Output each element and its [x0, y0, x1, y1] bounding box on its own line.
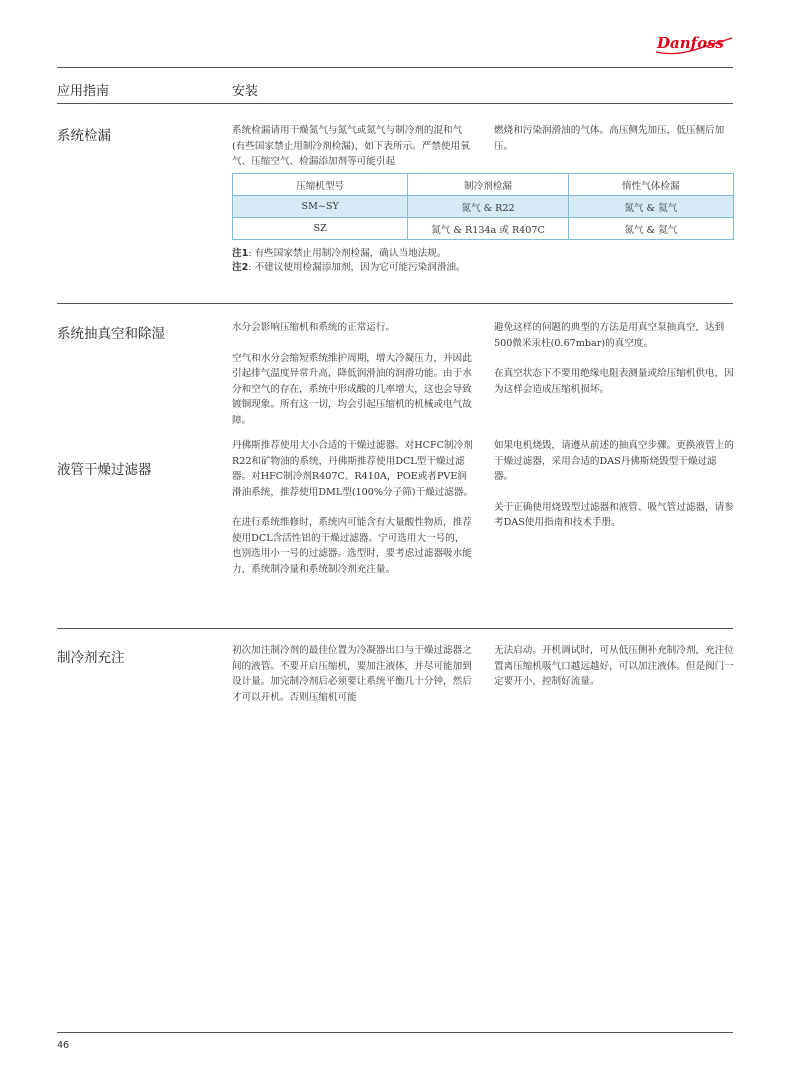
paragraph: 燃烧和污染润滑油的气体。高压侧先加压，低压侧后加压。	[494, 125, 725, 152]
footer-rule	[57, 1032, 733, 1033]
table-cell: 氮气 & 氦气	[568, 218, 733, 240]
paragraph: 无法启动。开机调试时，可从低压侧补充制冷剂，充注位置离压缩机吸气口越远越好，可以加注液体。但是阀门一定要开小，控制好流量。	[494, 645, 734, 687]
paragraph: 水分会影响压缩机和系统的正常运行。	[232, 322, 396, 333]
table-header-cell: 压缩机型号	[233, 174, 408, 196]
header-bottom-rule	[57, 103, 733, 104]
paragraph: 关于正确使用烧毁型过滤器和液管、吸气管过滤器，请参考DAS使用指南和技术手册。	[494, 501, 734, 528]
note-label: 注2	[232, 262, 249, 273]
paragraph: 系统检漏请用干燥氮气与氮气或氮气与制冷剂的混和气(有些国家禁止用制冷剂检漏)，如下表所示。严禁使用氧气、压缩空气、检漏添加剂等可能引起	[232, 125, 470, 167]
section-title-refrigerant-charge: 制冷剂充注	[57, 650, 125, 666]
filter-drier-col2	[494, 438, 734, 531]
leak-test-col2	[494, 123, 734, 154]
section-title-evacuation: 系统抽真空和除湿	[57, 326, 165, 342]
paragraph: 避免这样的问题的典型的方法是用真空泵抽真空，达到500微米汞柱(0.67mbar)的真空度。	[494, 322, 725, 349]
table-row	[233, 218, 734, 240]
paragraph: 在真空状态下不要用绝缘电阻表测量或给压缩机供电，因为这样会造成压缩机损坏。	[494, 368, 734, 395]
paragraph: 在进行系统维修时，系统内可能含有大量酸性物质，推荐使用DCL含活性铝的干燥过滤器。宁可选用大一号的，也别选用小一号的过滤器。选型时，要考虑过滤器吸水能力，系统制冷量和系统制冷剂充注量。	[232, 517, 472, 575]
table-header-cell: 惰性气体检漏	[568, 174, 733, 196]
header-page-title: 安装	[232, 84, 259, 99]
table-header-cell: 制冷剂检漏	[408, 174, 568, 196]
evacuation-col1	[232, 320, 474, 428]
header-section-label: 应用指南	[57, 84, 110, 99]
table-row	[233, 196, 734, 218]
charge-col2	[494, 643, 734, 690]
paragraph: 丹佛斯推荐使用大小合适的干燥过滤器。对HCFC制冷剂R22和矿物油的系统，丹佛斯推荐使用DCL型干燥过滤器。对HFC制冷剂R407C、R410A，POE或者PVE润滑油系统，推荐使用DML型(100%分子筛)干燥过滤器。	[232, 440, 474, 498]
table-cell: 氮气 & R134a 或 R407C	[408, 218, 568, 240]
section-rule	[57, 303, 733, 304]
logo-text: Danfoss	[657, 34, 724, 52]
note	[232, 261, 466, 275]
note-label: 注1	[232, 248, 249, 259]
paragraph: 空气和水分会缩短系统维护周期，增大冷凝压力，并因此引起排气温度异常升高，降低润滑油的润滑功能。由于水分和空气的存在，系统中形成酸的几率增大，这也会导致镀铜现象。所有这一切，均会引起压缩机的机械或电气故障。	[232, 352, 472, 426]
filter-drier-col1	[232, 438, 474, 577]
danfoss-logo	[654, 30, 734, 58]
table-cell: SZ	[233, 218, 408, 240]
table-notes	[232, 247, 466, 275]
table-cell: 氮气 & R22	[408, 196, 568, 218]
header-top-rule	[57, 67, 733, 68]
note-text: : 不建议使用检漏添加剂，因为它可能污染润滑油。	[248, 262, 466, 273]
section-rule	[57, 628, 733, 629]
paragraph: 初次加注制冷剂的最佳位置为冷凝器出口与干燥过滤器之间的液管。不要开启压缩机，要加注液体，并尽可能加到设计量。加完制冷剂后必须要让系统平衡几十分钟，然后才可以开机。否则压缩机可能	[232, 645, 472, 703]
paragraph: 如果电机烧毁，请遵从前述的抽真空步骤。更换液管上的干燥过滤器，采用合适的DAS丹佛斯烧毁型干燥过滤器。	[494, 440, 734, 482]
section-title-leak-test: 系统检漏	[57, 128, 111, 144]
page-number: 46	[57, 1040, 70, 1051]
leak-test-table	[232, 173, 734, 240]
leak-test-col1	[232, 123, 474, 170]
table-cell: 氮气 & 氦气	[568, 196, 733, 218]
table-cell: SM~SY	[233, 196, 408, 218]
note-text: : 有些国家禁止用制冷剂检漏，确认当地法规。	[248, 248, 447, 259]
section-title-filter-drier: 液管干燥过滤器	[57, 462, 152, 478]
note	[232, 247, 466, 261]
evacuation-col2	[494, 320, 734, 397]
charge-col1	[232, 643, 474, 705]
table-header-row	[233, 174, 734, 196]
